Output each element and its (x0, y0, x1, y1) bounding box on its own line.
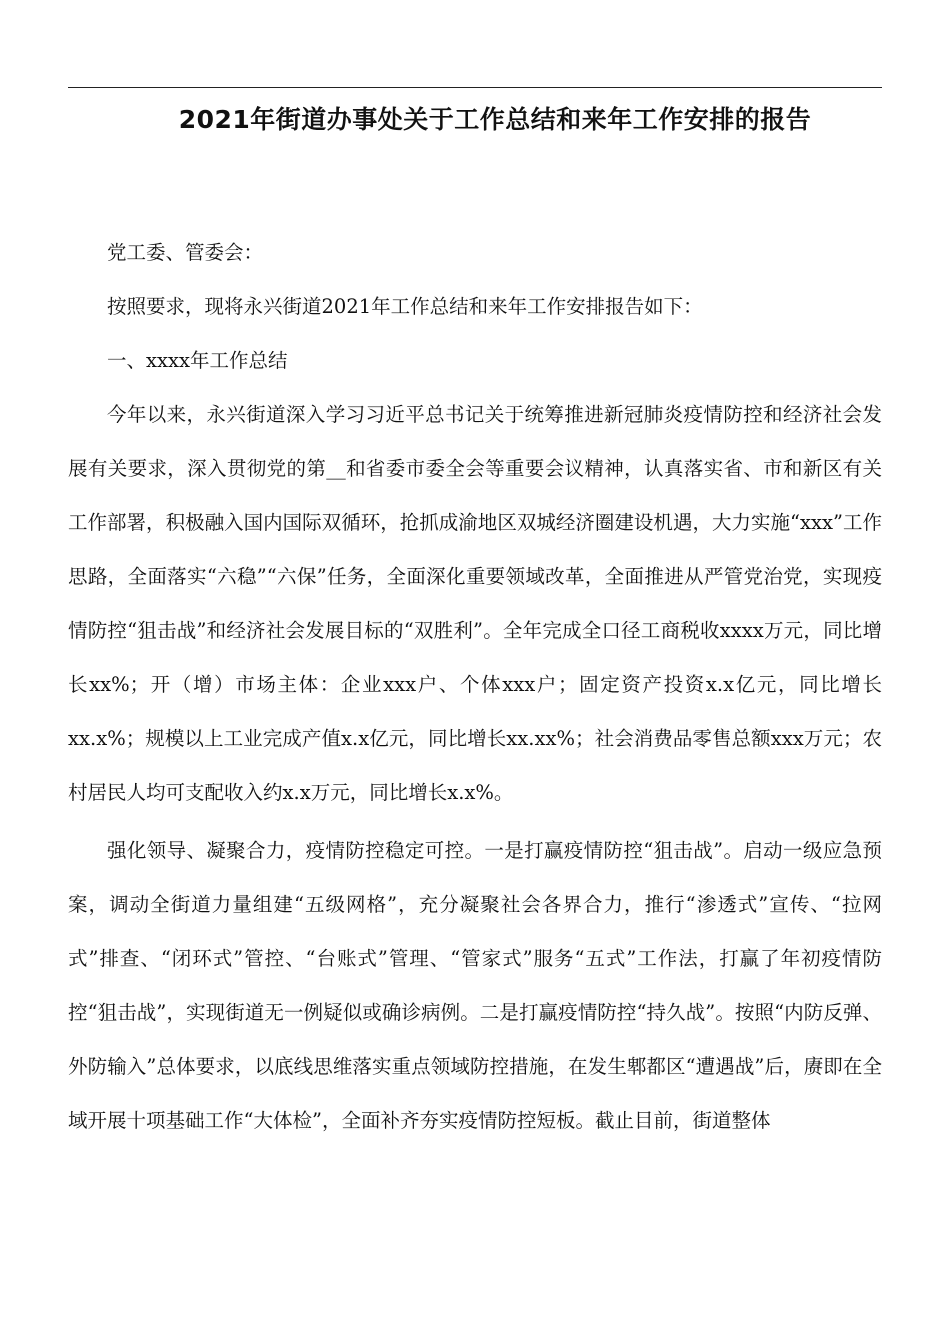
section-heading: 一、xxxx年工作总结 (107, 349, 288, 372)
summary-paragraph: 今年以来，永兴街道深入学习习近平总书记关于统筹推进新冠肺炎疫情防控和经济社会发展有关要求，深入贯彻党的第__和省委市委全会等重要会议精神，认真落实省、市和新区有关工作部署，积极融入国内国际双循环，抢抓成渝地区双城经济圈建设机遇，大力实施“xxx”工作思路，全面落实“六稳”“六保”任务，全面深化重要领域改革，全面推进从严管党治党，实现疫情防控“狙击战”和经济社会发展目标的“双胜利”。全年完成全口径工商税收xxxx万元，同比增长xx%；开（增）市场主体：企业xxx户、个体xxx户；固定资产投资x.x亿元，同比增长xx.x%；规模以上工业完成产值x.x亿元，同比增长xx.xx%；社会消费品零售总额xxx万元；农村居民人均可支配收入约x.x万元，同比增长x.x%。 (68, 403, 882, 804)
document-body (68, 226, 882, 1148)
document-title: 2021年街道办事处关于工作总结和来年工作安排的报告 (178, 105, 812, 134)
salutation: 党工委、管委会： (107, 241, 264, 264)
epidemic-paragraph: 强化领导、凝聚合力，疫情防控稳定可控。一是打赢疫情防控“狙击战”。启动一级应急预案，调动全街道力量组建“五级网格”，充分凝聚社会各界合力，推行“渗透式”宣传、“拉网式”排查、“闭环式”管控、“台账式”管理、“管家式”服务“五式”工作法，打赢了年初疫情防控“狙击战”，实现街道无一例疑似或确诊病例。二是打赢疫情防控“持久战”。按照“内防反弹、外防输入”总体要求，以底线思维落实重点领域防控措施，在发生郫都区“遭遇战”后，赓即在全域开展十项基础工作“大体检”，全面补齐夯实疫情防控短板。截止目前，街道整体 (68, 839, 882, 1132)
header-rule (68, 87, 882, 88)
intro-paragraph: 按照要求，现将永兴街道2021年工作总结和来年工作安排报告如下： (107, 295, 703, 318)
